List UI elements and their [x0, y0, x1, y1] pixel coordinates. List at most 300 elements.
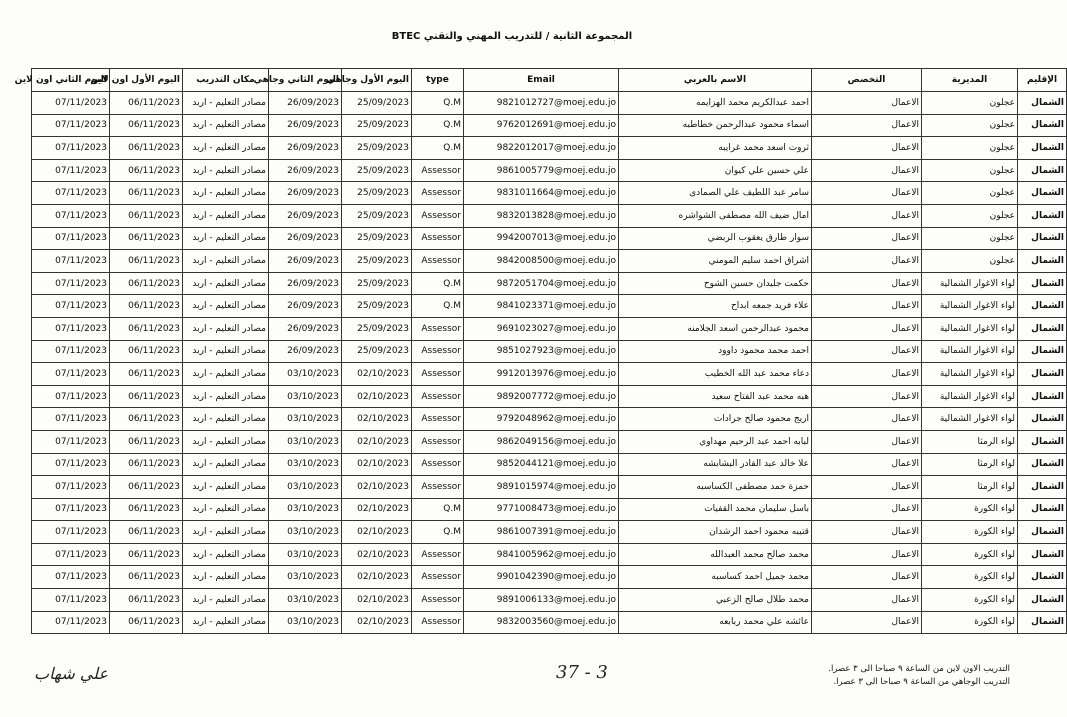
- cell-region: الشمال: [1018, 566, 1067, 589]
- cell-day1-inperson: 25/09/2023: [342, 159, 412, 182]
- cell-arabic-name: امال ضيف الله مصطفى الشواشره: [619, 204, 812, 227]
- table-body: [32, 92, 1067, 634]
- cell-day1-inperson: 25/09/2023: [342, 204, 412, 227]
- cell-day1-online: 06/11/2023: [110, 543, 183, 566]
- cell-arabic-name: قتيبه محمود احمد الرشدان: [619, 521, 812, 544]
- cell-arabic-name: حمزة حمد مصطفى الكساسبه: [619, 476, 812, 499]
- cell-day2-online: 07/11/2023: [32, 340, 110, 363]
- cell-email: 9862049156@moej.edu.jo: [464, 430, 619, 453]
- trainee-table: [14, 68, 1067, 634]
- cell-type: Assessor: [412, 182, 464, 205]
- cell-directorate: لواء الاغوار الشمالية: [922, 408, 1018, 431]
- cell-directorate: عجلون: [922, 204, 1018, 227]
- cell-specialization: الاعمال: [812, 137, 922, 160]
- cell-day2-online: 07/11/2023: [32, 476, 110, 499]
- header-day2-inperson: اليوم الثاني وجاهي: [269, 69, 342, 92]
- footer-notes: [820, 663, 1010, 689]
- cell-email: 9841005962@moej.edu.jo: [464, 543, 619, 566]
- cell-type: Assessor: [412, 589, 464, 612]
- cell-training-place: مصادر التعليم - اربد: [183, 611, 269, 634]
- cell-day1-online: 06/11/2023: [110, 521, 183, 544]
- cell-directorate: لواء الكورة: [922, 521, 1018, 544]
- cell-day2-online: 07/11/2023: [32, 611, 110, 634]
- table-row: [32, 566, 1067, 589]
- cell-day1-inperson: 02/10/2023: [342, 363, 412, 386]
- cell-training-place: مصادر التعليم - اربد: [183, 543, 269, 566]
- cell-email: 9912013976@moej.edu.jo: [464, 363, 619, 386]
- handwritten-page-mark: 37 - 3: [556, 662, 608, 683]
- cell-day2-inperson: 26/09/2023: [269, 92, 342, 115]
- cell-day1-inperson: 25/09/2023: [342, 295, 412, 318]
- table-row: [32, 227, 1067, 250]
- cell-arabic-name: سوار طارق يعقوب الربضي: [619, 227, 812, 250]
- cell-day1-online: 06/11/2023: [110, 498, 183, 521]
- header-day1-inperson: اليوم الأول وجاهي: [342, 69, 412, 92]
- table-row: [32, 453, 1067, 476]
- cell-email: 9852044121@moej.edu.jo: [464, 453, 619, 476]
- cell-day2-online: 07/11/2023: [32, 317, 110, 340]
- header-specialization: التخصص: [812, 69, 922, 92]
- cell-day2-inperson: 26/09/2023: [269, 159, 342, 182]
- cell-day2-online: 07/11/2023: [32, 363, 110, 386]
- header-training-place: مكان التدريب: [183, 69, 269, 92]
- cell-directorate: لواء الكورة: [922, 543, 1018, 566]
- table-row: [32, 340, 1067, 363]
- cell-directorate: لواء الاغوار الشمالية: [922, 295, 1018, 318]
- cell-region: الشمال: [1018, 430, 1067, 453]
- cell-day1-inperson: 02/10/2023: [342, 385, 412, 408]
- cell-day2-inperson: 03/10/2023: [269, 589, 342, 612]
- cell-arabic-name: علا خالد عبد القادر البشابشه: [619, 453, 812, 476]
- cell-day2-inperson: 26/09/2023: [269, 137, 342, 160]
- cell-training-place: مصادر التعليم - اربد: [183, 137, 269, 160]
- handwritten-signature: علي شهاب: [34, 664, 108, 683]
- cell-specialization: الاعمال: [812, 317, 922, 340]
- cell-day2-online: 07/11/2023: [32, 498, 110, 521]
- cell-day2-inperson: 03/10/2023: [269, 430, 342, 453]
- cell-day1-online: 06/11/2023: [110, 430, 183, 453]
- cell-email: 9832003560@moej.edu.jo: [464, 611, 619, 634]
- cell-training-place: مصادر التعليم - اربد: [183, 408, 269, 431]
- cell-arabic-name: محمد طلال صالح الزعبي: [619, 589, 812, 612]
- cell-region: الشمال: [1018, 204, 1067, 227]
- cell-directorate: عجلون: [922, 250, 1018, 273]
- cell-specialization: الاعمال: [812, 295, 922, 318]
- cell-directorate: عجلون: [922, 159, 1018, 182]
- cell-day2-inperson: 26/09/2023: [269, 295, 342, 318]
- cell-directorate: لواء الكورة: [922, 611, 1018, 634]
- table-row: [32, 182, 1067, 205]
- cell-day1-inperson: 25/09/2023: [342, 340, 412, 363]
- cell-email: 9872051704@moej.edu.jo: [464, 272, 619, 295]
- table-row: [32, 250, 1067, 273]
- cell-day1-inperson: 02/10/2023: [342, 543, 412, 566]
- cell-day1-inperson: 02/10/2023: [342, 430, 412, 453]
- cell-specialization: الاعمال: [812, 521, 922, 544]
- table-row: [32, 543, 1067, 566]
- cell-region: الشمال: [1018, 272, 1067, 295]
- cell-day2-online: 07/11/2023: [32, 566, 110, 589]
- cell-training-place: مصادر التعليم - اربد: [183, 227, 269, 250]
- cell-directorate: لواء الرمثا: [922, 453, 1018, 476]
- cell-day1-online: 06/11/2023: [110, 340, 183, 363]
- cell-day1-inperson: 02/10/2023: [342, 453, 412, 476]
- cell-specialization: الاعمال: [812, 611, 922, 634]
- cell-specialization: الاعمال: [812, 589, 922, 612]
- cell-specialization: الاعمال: [812, 92, 922, 115]
- cell-day2-inperson: 26/09/2023: [269, 317, 342, 340]
- note-online-hours: التدريب الاون لاين من الساعة ٩ صباحا الى ٣ عصرا.: [828, 664, 1010, 674]
- cell-arabic-name: اريج محمود صالح جرادات: [619, 408, 812, 431]
- cell-training-place: مصادر التعليم - اربد: [183, 521, 269, 544]
- cell-type: Assessor: [412, 543, 464, 566]
- cell-region: الشمال: [1018, 589, 1067, 612]
- cell-type: Q.M: [412, 498, 464, 521]
- cell-specialization: الاعمال: [812, 453, 922, 476]
- cell-region: الشمال: [1018, 340, 1067, 363]
- cell-training-place: مصادر التعليم - اربد: [183, 317, 269, 340]
- cell-day1-online: 06/11/2023: [110, 295, 183, 318]
- cell-region: الشمال: [1018, 182, 1067, 205]
- cell-day2-online: 07/11/2023: [32, 272, 110, 295]
- cell-day2-inperson: 03/10/2023: [269, 408, 342, 431]
- cell-day2-online: 07/11/2023: [32, 114, 110, 137]
- cell-specialization: الاعمال: [812, 159, 922, 182]
- cell-arabic-name: باسل سليمان محمد القفيات: [619, 498, 812, 521]
- table-row: [32, 430, 1067, 453]
- cell-day2-online: 07/11/2023: [32, 589, 110, 612]
- header-region: الإقليم: [1018, 69, 1067, 92]
- cell-training-place: مصادر التعليم - اربد: [183, 272, 269, 295]
- note-inperson-hours: التدريب الوجاهي من الساعة ٩ صباحا الى ٣ عصرا.: [833, 677, 1010, 687]
- cell-day2-inperson: 03/10/2023: [269, 543, 342, 566]
- cell-directorate: عجلون: [922, 227, 1018, 250]
- cell-day1-online: 06/11/2023: [110, 92, 183, 115]
- cell-region: الشمال: [1018, 453, 1067, 476]
- cell-day1-inperson: 25/09/2023: [342, 317, 412, 340]
- cell-day1-inperson: 02/10/2023: [342, 521, 412, 544]
- cell-email: 9821012727@moej.edu.jo: [464, 92, 619, 115]
- cell-day1-online: 06/11/2023: [110, 408, 183, 431]
- cell-region: الشمال: [1018, 611, 1067, 634]
- table-row: [32, 611, 1067, 634]
- cell-training-place: مصادر التعليم - اربد: [183, 385, 269, 408]
- cell-region: الشمال: [1018, 543, 1067, 566]
- cell-day1-online: 06/11/2023: [110, 476, 183, 499]
- cell-training-place: مصادر التعليم - اربد: [183, 250, 269, 273]
- cell-day1-online: 06/11/2023: [110, 317, 183, 340]
- cell-day1-online: 06/11/2023: [110, 137, 183, 160]
- cell-type: Q.M: [412, 295, 464, 318]
- cell-type: Assessor: [412, 363, 464, 386]
- table-header-row: [32, 69, 1067, 92]
- table-row: [32, 408, 1067, 431]
- table-row: [32, 363, 1067, 386]
- cell-day1-online: 06/11/2023: [110, 159, 183, 182]
- cell-region: الشمال: [1018, 250, 1067, 273]
- cell-region: الشمال: [1018, 385, 1067, 408]
- header-day1-online: اليوم الأول اون لاين: [110, 69, 183, 92]
- cell-training-place: مصادر التعليم - اربد: [183, 295, 269, 318]
- cell-directorate: لواء الكورة: [922, 498, 1018, 521]
- cell-arabic-name: محمد صالح محمد العبدالله: [619, 543, 812, 566]
- cell-type: Assessor: [412, 250, 464, 273]
- cell-day2-inperson: 26/09/2023: [269, 227, 342, 250]
- cell-type: Assessor: [412, 204, 464, 227]
- cell-day1-online: 06/11/2023: [110, 227, 183, 250]
- page-title: المجموعة الثانية / للتدريب المهني والتقني BTEC: [391, 31, 633, 42]
- cell-specialization: الاعمال: [812, 385, 922, 408]
- cell-email: 9841023371@moej.edu.jo: [464, 295, 619, 318]
- cell-training-place: مصادر التعليم - اربد: [183, 114, 269, 137]
- cell-day2-online: 07/11/2023: [32, 385, 110, 408]
- cell-specialization: الاعمال: [812, 543, 922, 566]
- cell-day1-inperson: 02/10/2023: [342, 566, 412, 589]
- cell-training-place: مصادر التعليم - اربد: [183, 589, 269, 612]
- cell-specialization: الاعمال: [812, 272, 922, 295]
- table-row: [32, 589, 1067, 612]
- cell-day1-inperson: 25/09/2023: [342, 250, 412, 273]
- cell-day2-online: 07/11/2023: [32, 453, 110, 476]
- cell-day2-inperson: 03/10/2023: [269, 611, 342, 634]
- cell-arabic-name: محمود عبدالرحمن اسعد الجلامنه: [619, 317, 812, 340]
- cell-type: Assessor: [412, 159, 464, 182]
- header-email: Email: [464, 69, 619, 92]
- cell-arabic-name: احمد عبدالكريم محمد الهزايمه: [619, 92, 812, 115]
- cell-day1-online: 06/11/2023: [110, 385, 183, 408]
- cell-email: 9892007772@moej.edu.jo: [464, 385, 619, 408]
- cell-day2-online: 07/11/2023: [32, 521, 110, 544]
- cell-day2-online: 07/11/2023: [32, 159, 110, 182]
- cell-region: الشمال: [1018, 408, 1067, 431]
- cell-specialization: الاعمال: [812, 227, 922, 250]
- cell-arabic-name: ثروت اسعد محمد غرايبه: [619, 137, 812, 160]
- cell-type: Assessor: [412, 611, 464, 634]
- cell-day2-online: 07/11/2023: [32, 543, 110, 566]
- cell-type: Assessor: [412, 340, 464, 363]
- cell-directorate: عجلون: [922, 137, 1018, 160]
- cell-email: 9861007391@moej.edu.jo: [464, 521, 619, 544]
- cell-email: 9861005779@moej.edu.jo: [464, 159, 619, 182]
- table-row: [32, 476, 1067, 499]
- cell-region: الشمال: [1018, 317, 1067, 340]
- cell-directorate: لواء الاغوار الشمالية: [922, 363, 1018, 386]
- cell-specialization: الاعمال: [812, 408, 922, 431]
- table-row: [32, 137, 1067, 160]
- cell-specialization: الاعمال: [812, 204, 922, 227]
- cell-type: Assessor: [412, 476, 464, 499]
- cell-region: الشمال: [1018, 159, 1067, 182]
- cell-directorate: عجلون: [922, 92, 1018, 115]
- cell-directorate: لواء الاغوار الشمالية: [922, 317, 1018, 340]
- cell-day1-inperson: 25/09/2023: [342, 182, 412, 205]
- cell-directorate: لواء الاغوار الشمالية: [922, 272, 1018, 295]
- cell-arabic-name: سامر عبد اللطيف علي الصمادى: [619, 182, 812, 205]
- cell-training-place: مصادر التعليم - اربد: [183, 498, 269, 521]
- cell-specialization: الاعمال: [812, 430, 922, 453]
- cell-directorate: لواء الاغوار الشمالية: [922, 385, 1018, 408]
- cell-type: Q.M: [412, 272, 464, 295]
- cell-email: 9901042390@moej.edu.jo: [464, 566, 619, 589]
- cell-day2-online: 07/11/2023: [32, 227, 110, 250]
- cell-day2-online: 07/11/2023: [32, 408, 110, 431]
- cell-training-place: مصادر التعليم - اربد: [183, 566, 269, 589]
- cell-type: Assessor: [412, 430, 464, 453]
- cell-day2-inperson: 03/10/2023: [269, 498, 342, 521]
- cell-specialization: الاعمال: [812, 476, 922, 499]
- cell-type: Q.M: [412, 114, 464, 137]
- cell-email: 9831011664@moej.edu.jo: [464, 182, 619, 205]
- cell-email: 9842008500@moej.edu.jo: [464, 250, 619, 273]
- cell-type: Assessor: [412, 317, 464, 340]
- cell-day1-online: 06/11/2023: [110, 589, 183, 612]
- cell-email: 9832013828@moej.edu.jo: [464, 204, 619, 227]
- cell-day1-online: 06/11/2023: [110, 250, 183, 273]
- cell-email: 9792048962@moej.edu.jo: [464, 408, 619, 431]
- cell-email: 9822012017@moej.edu.jo: [464, 137, 619, 160]
- cell-type: Assessor: [412, 227, 464, 250]
- cell-arabic-name: هبه محمد عبد الفتاح سعيد: [619, 385, 812, 408]
- cell-email: 9891006133@moej.edu.jo: [464, 589, 619, 612]
- cell-day1-inperson: 25/09/2023: [342, 92, 412, 115]
- cell-day2-online: 07/11/2023: [32, 295, 110, 318]
- cell-day1-online: 06/11/2023: [110, 363, 183, 386]
- cell-training-place: مصادر التعليم - اربد: [183, 453, 269, 476]
- table-row: [32, 521, 1067, 544]
- header-directorate: المديرية: [922, 69, 1018, 92]
- cell-directorate: عجلون: [922, 114, 1018, 137]
- cell-training-place: مصادر التعليم - اربد: [183, 204, 269, 227]
- cell-region: الشمال: [1018, 137, 1067, 160]
- cell-day1-online: 06/11/2023: [110, 204, 183, 227]
- cell-specialization: الاعمال: [812, 250, 922, 273]
- cell-arabic-name: اشراق احمد سليم المومني: [619, 250, 812, 273]
- cell-training-place: مصادر التعليم - اربد: [183, 340, 269, 363]
- cell-directorate: لواء الكورة: [922, 566, 1018, 589]
- cell-region: الشمال: [1018, 521, 1067, 544]
- cell-region: الشمال: [1018, 227, 1067, 250]
- cell-training-place: مصادر التعليم - اربد: [183, 182, 269, 205]
- table-row: [32, 317, 1067, 340]
- cell-specialization: الاعمال: [812, 363, 922, 386]
- cell-day2-online: 07/11/2023: [32, 137, 110, 160]
- cell-day1-inperson: 02/10/2023: [342, 476, 412, 499]
- cell-specialization: الاعمال: [812, 182, 922, 205]
- cell-directorate: لواء الكورة: [922, 589, 1018, 612]
- cell-directorate: لواء الاغوار الشمالية: [922, 340, 1018, 363]
- cell-type: Assessor: [412, 453, 464, 476]
- cell-day2-online: 07/11/2023: [32, 92, 110, 115]
- cell-day2-inperson: 03/10/2023: [269, 566, 342, 589]
- cell-day2-inperson: 26/09/2023: [269, 340, 342, 363]
- cell-directorate: عجلون: [922, 182, 1018, 205]
- cell-type: Assessor: [412, 408, 464, 431]
- cell-day1-inperson: 02/10/2023: [342, 498, 412, 521]
- cell-type: Assessor: [412, 385, 464, 408]
- cell-day2-online: 07/11/2023: [32, 430, 110, 453]
- cell-training-place: مصادر التعليم - اربد: [183, 476, 269, 499]
- cell-day2-inperson: 26/09/2023: [269, 182, 342, 205]
- cell-day1-online: 06/11/2023: [110, 272, 183, 295]
- cell-email: 9891015974@moej.edu.jo: [464, 476, 619, 499]
- cell-day1-inperson: 25/09/2023: [342, 272, 412, 295]
- cell-day2-inperson: 26/09/2023: [269, 204, 342, 227]
- table-row: [32, 295, 1067, 318]
- table-row: [32, 92, 1067, 115]
- cell-day1-online: 06/11/2023: [110, 611, 183, 634]
- cell-day1-inperson: 25/09/2023: [342, 114, 412, 137]
- cell-region: الشمال: [1018, 114, 1067, 137]
- cell-arabic-name: حكمت جليدان حسين الشوح: [619, 272, 812, 295]
- cell-day1-online: 06/11/2023: [110, 566, 183, 589]
- cell-region: الشمال: [1018, 363, 1067, 386]
- cell-email: 9771008473@moej.edu.jo: [464, 498, 619, 521]
- cell-day2-online: 07/11/2023: [32, 250, 110, 273]
- header-day2-online: اليوم الثاني اون لاين: [32, 69, 110, 92]
- cell-type: Q.M: [412, 521, 464, 544]
- cell-email: 9851027923@moej.edu.jo: [464, 340, 619, 363]
- cell-day2-online: 07/11/2023: [32, 182, 110, 205]
- cell-email: 9691023027@moej.edu.jo: [464, 317, 619, 340]
- cell-training-place: مصادر التعليم - اربد: [183, 363, 269, 386]
- header-type: type: [412, 69, 464, 92]
- cell-specialization: الاعمال: [812, 340, 922, 363]
- cell-specialization: الاعمال: [812, 498, 922, 521]
- cell-day2-online: 07/11/2023: [32, 204, 110, 227]
- cell-arabic-name: اسماء محمود عبدالرحمن خطاطبه: [619, 114, 812, 137]
- cell-day1-inperson: 02/10/2023: [342, 611, 412, 634]
- cell-email: 9762012691@moej.edu.jo: [464, 114, 619, 137]
- table-row: [32, 159, 1067, 182]
- cell-region: الشمال: [1018, 92, 1067, 115]
- cell-arabic-name: لبابه احمد عبد الرحيم مهداوي: [619, 430, 812, 453]
- cell-type: Q.M: [412, 137, 464, 160]
- table-row: [32, 114, 1067, 137]
- cell-day2-inperson: 03/10/2023: [269, 385, 342, 408]
- cell-training-place: مصادر التعليم - اربد: [183, 430, 269, 453]
- cell-training-place: مصادر التعليم - اربد: [183, 159, 269, 182]
- cell-directorate: لواء الرمثا: [922, 430, 1018, 453]
- cell-day2-inperson: 03/10/2023: [269, 521, 342, 544]
- cell-arabic-name: احمد محمد محمود داوود: [619, 340, 812, 363]
- cell-day2-inperson: 26/09/2023: [269, 250, 342, 273]
- header-arabic-name: الاسم بالعربي: [619, 69, 812, 92]
- cell-day1-inperson: 02/10/2023: [342, 408, 412, 431]
- cell-specialization: الاعمال: [812, 566, 922, 589]
- cell-region: الشمال: [1018, 476, 1067, 499]
- cell-type: Assessor: [412, 566, 464, 589]
- cell-specialization: الاعمال: [812, 114, 922, 137]
- cell-arabic-name: علي حسين علي كيوان: [619, 159, 812, 182]
- cell-day2-inperson: 03/10/2023: [269, 453, 342, 476]
- table-row: [32, 385, 1067, 408]
- cell-day1-online: 06/11/2023: [110, 114, 183, 137]
- cell-email: 9942007013@moej.edu.jo: [464, 227, 619, 250]
- cell-arabic-name: علاء فريد جمعه ابداح: [619, 295, 812, 318]
- cell-day2-inperson: 03/10/2023: [269, 476, 342, 499]
- cell-directorate: لواء الرمثا: [922, 476, 1018, 499]
- cell-type: Q.M: [412, 92, 464, 115]
- table-row: [32, 272, 1067, 295]
- cell-day2-inperson: 03/10/2023: [269, 363, 342, 386]
- cell-region: الشمال: [1018, 498, 1067, 521]
- cell-day2-inperson: 26/09/2023: [269, 272, 342, 295]
- cell-region: الشمال: [1018, 295, 1067, 318]
- cell-day1-inperson: 25/09/2023: [342, 137, 412, 160]
- cell-day1-online: 06/11/2023: [110, 453, 183, 476]
- cell-arabic-name: محمد جميل احمد كساسبه: [619, 566, 812, 589]
- cell-day1-inperson: 02/10/2023: [342, 589, 412, 612]
